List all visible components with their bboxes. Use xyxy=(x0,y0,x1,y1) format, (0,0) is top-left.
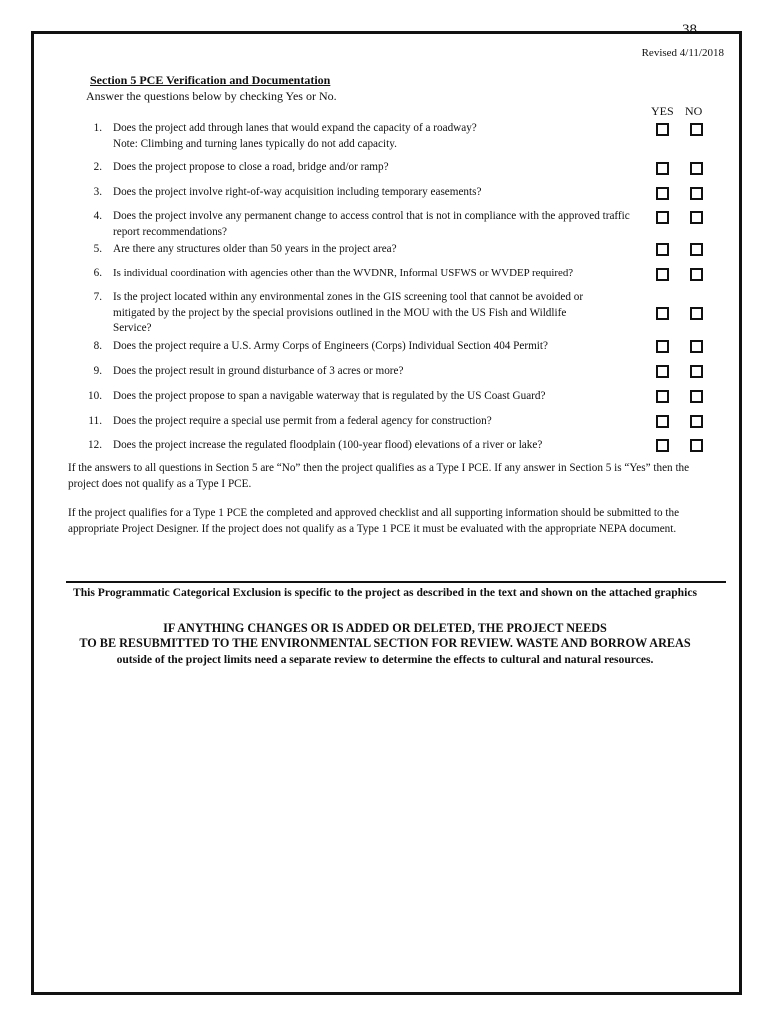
question-number: 11. xyxy=(88,415,102,427)
q2-yes-checkbox[interactable] xyxy=(656,162,669,175)
q5-yes-checkbox[interactable] xyxy=(656,243,669,256)
question-number: 5. xyxy=(93,243,102,255)
q8-no-checkbox[interactable] xyxy=(690,340,703,353)
q8-yes-checkbox[interactable] xyxy=(656,340,669,353)
q11-yes-checkbox[interactable] xyxy=(656,415,669,428)
question-text: Does the project involve any permanent change to access control that is not in compliance with the approved traffic report recommendations? xyxy=(113,210,630,238)
q9-yes-checkbox[interactable] xyxy=(656,365,669,378)
q9-no-checkbox[interactable] xyxy=(690,365,703,378)
question-text: Does the project increase the regulated floodplain (100-year flood) elevations of a river or lake? xyxy=(113,439,543,451)
question-number: 2. xyxy=(93,161,102,173)
notice-resubmit: TO BE RESUBMITTED TO THE ENVIRONMENTAL SECTION FOR REVIEW. WASTE AND BORROW AREAS xyxy=(79,636,691,650)
question-number: 12. xyxy=(88,439,102,451)
q10-yes-checkbox[interactable] xyxy=(656,390,669,403)
q12-yes-checkbox[interactable] xyxy=(656,439,669,452)
yes-column-header: YES xyxy=(651,104,674,118)
notice-scope: This Programmatic Categorical Exclusion is specific to the project as described in the text and shown on the attached graphics xyxy=(73,586,697,599)
question-text: Does the project propose to span a navigable waterway that is regulated by the US Coast Guard? xyxy=(113,390,546,402)
page-number: 38 xyxy=(682,22,697,38)
q3-yes-checkbox[interactable] xyxy=(656,187,669,200)
q12-no-checkbox[interactable] xyxy=(690,439,703,452)
qualification-paragraph: If the answers to all questions in Section 5 are “No” then the project qualifies as a Type I PCE. If any answer in Section 5 is “Yes” then the project does not qualify as a Type I PCE. xyxy=(68,462,690,490)
question-text: Does the project require a special use permit from a federal agency for construction? xyxy=(113,415,492,427)
question-text: Is individual coordination with agencies other than the WVDNR, Informal USFWS or WVDEP required? xyxy=(113,267,574,279)
submission-paragraph: If the project qualifies for a Type 1 PCE the completed and approved checklist and all supporting information should be submitted to the appropriate Project Designer. If the project does not qualify as a Type 1 PCE it must be evaluated with the appropriate NEPA document. xyxy=(68,507,680,535)
question-text: Are there any structures older than 50 years in the project area? xyxy=(113,243,397,255)
section-instructions: Answer the questions below by checking Yes or No. xyxy=(86,89,337,103)
q4-yes-checkbox[interactable] xyxy=(656,211,669,224)
question-number: 7. xyxy=(93,291,102,303)
question-number: 4. xyxy=(93,210,102,222)
question-number: 6. xyxy=(93,267,102,279)
q7-yes-checkbox[interactable] xyxy=(656,307,669,320)
q4-no-checkbox[interactable] xyxy=(690,211,703,224)
horizontal-rule xyxy=(66,581,726,583)
revised-date: Revised 4/11/2018 xyxy=(641,47,724,59)
q10-no-checkbox[interactable] xyxy=(690,390,703,403)
notice-changes: IF ANYTHING CHANGES OR IS ADDED OR DELETED, THE PROJECT NEEDS xyxy=(163,621,607,635)
no-column-header: NO xyxy=(685,104,703,118)
question-text: Does the project add through lanes that would expand the capacity of a roadway? Note: Climbing and turning lanes typically do not add capacity. xyxy=(113,121,653,152)
q1-yes-checkbox[interactable] xyxy=(656,123,669,136)
question-number: 9. xyxy=(93,365,102,377)
q11-no-checkbox[interactable] xyxy=(690,415,703,428)
question-number: 8. xyxy=(93,340,102,352)
q3-no-checkbox[interactable] xyxy=(690,187,703,200)
section-title: Section 5 PCE Verification and Documentation xyxy=(90,73,331,87)
q6-no-checkbox[interactable] xyxy=(690,268,703,281)
question-text: Does the project require a U.S. Army Corps of Engineers (Corps) Individual Section 404 Permit? xyxy=(113,340,548,352)
q7-no-checkbox[interactable] xyxy=(690,307,703,320)
q5-no-checkbox[interactable] xyxy=(690,243,703,256)
question-text: Does the project propose to close a road, bridge and/or ramp? xyxy=(113,161,389,173)
question-number: 1. xyxy=(93,122,102,134)
q6-yes-checkbox[interactable] xyxy=(656,268,669,281)
question-note: Note: Climbing and turning lanes typically do not add capacity. xyxy=(113,137,397,150)
question-number: 3. xyxy=(93,186,102,198)
q2-no-checkbox[interactable] xyxy=(690,162,703,175)
notice-waste-borrow: outside of the project limits need a separate review to determine the effects to cultural and natural resources. xyxy=(116,653,654,666)
q1-no-checkbox[interactable] xyxy=(690,123,703,136)
question-text: Does the project involve right-of-way acquisition including temporary easements? xyxy=(113,186,482,198)
question-text: Is the project located within any environmental zones in the GIS screening tool that cannot be avoided or mitigated by the project by the special provisions outlined in the MOU with the US Fish and Wildlife Service? xyxy=(113,291,584,334)
question-text: Does the project result in ground disturbance of 3 acres or more? xyxy=(113,365,404,377)
question-number: 10. xyxy=(88,390,102,402)
